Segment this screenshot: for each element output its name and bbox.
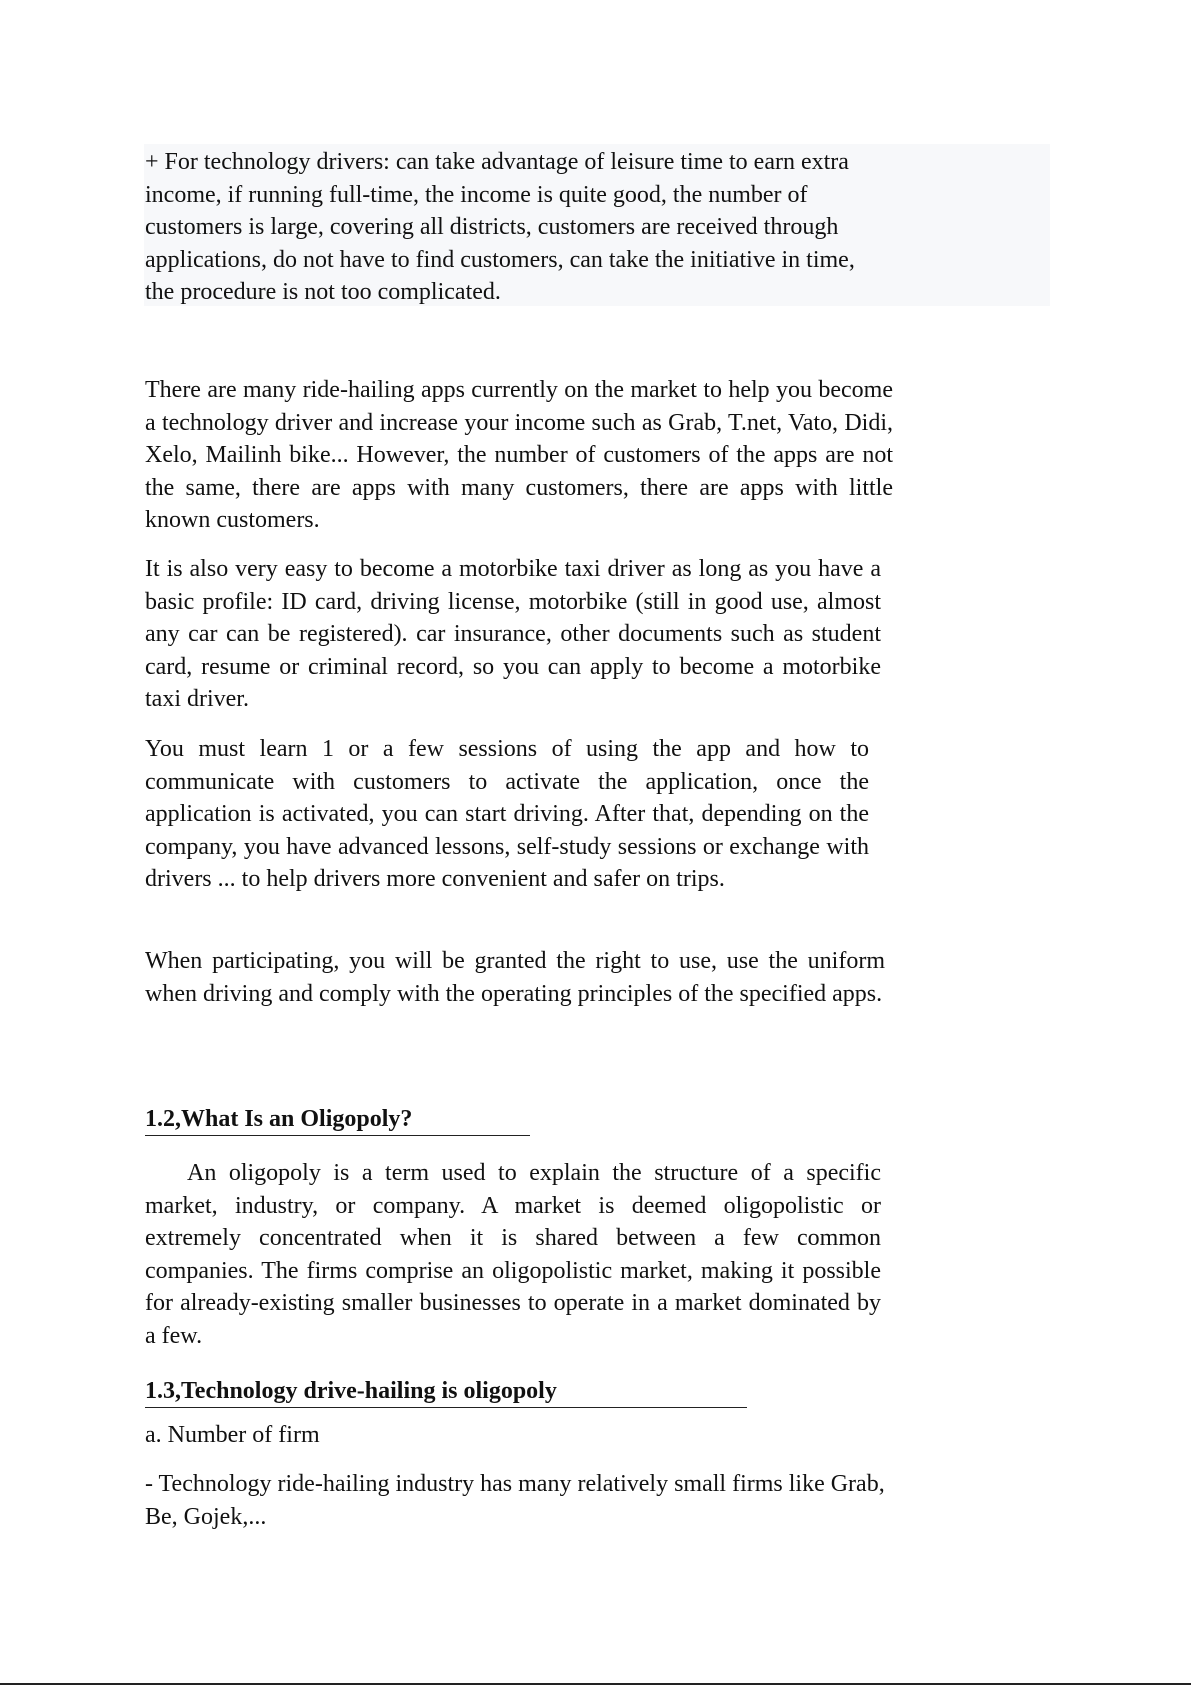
becoming-driver-paragraph: It is also very easy to become a motorbike taxi driver as long as you have a basic profile: ID card, driving license, motorbike (still in good use, almost any car can be registered). car insurance, other documents such as student card, resume or criminal record, so you can apply to become a motorbike taxi driver.: [145, 556, 881, 712]
participation-paragraph: When participating, you will be granted the right to use, use the uniform when driving and comply with the operating principles of the specified apps.: [145, 948, 885, 1007]
ride-hailing-apps-paragraph: There are many ride-hailing apps currently on the market to help you become a technology driver and increase your income such as Grab, T.net, Vato, Didi, Xelo, Mailinh bike... However, the number of customers of the apps are not the same, there are apps with many customers, there are apps with little known customers.: [145, 377, 893, 533]
number-of-firm-subheading: a. Number of firm: [145, 1422, 320, 1448]
section-heading-technology: 1.3,Technology drive-hailing is oligopoly: [145, 1376, 747, 1408]
technology-drivers-benefits-paragraph: + For technology drivers: can take advantage of leisure time to earn extra income, if running full-time, the income is quite good, the number of customers is large, covering all districts, customers are received through applications, do not have to find customers, can take the initiative in time, the procedure is not too complicated.: [145, 149, 855, 305]
industry-firms-paragraph: - Technology ride-hailing industry has many relatively small firms like Grab, Be, Gojek,...: [145, 1471, 885, 1530]
training-sessions-paragraph: You must learn 1 or a few sessions of using the app and how to communicate with customers to activate the application, once the application is activated, you can start driving. After that, depending on the company, you have advanced lessons, self-study sessions or exchange with drivers ... to help drivers more convenient and safer on trips.: [145, 736, 869, 892]
section-heading-oligopoly: 1.2,What Is an Oligopoly?: [145, 1104, 530, 1136]
oligopoly-definition-paragraph: An oligopoly is a term used to explain the structure of a specific market, industry, or company. A market is deemed oligopolistic or extremely concentrated when it is shared between a few common companies. The firms comprise an oligopolistic market, making it possible for already-existing smaller businesses to operate in a market dominated by a few.: [145, 1160, 881, 1349]
